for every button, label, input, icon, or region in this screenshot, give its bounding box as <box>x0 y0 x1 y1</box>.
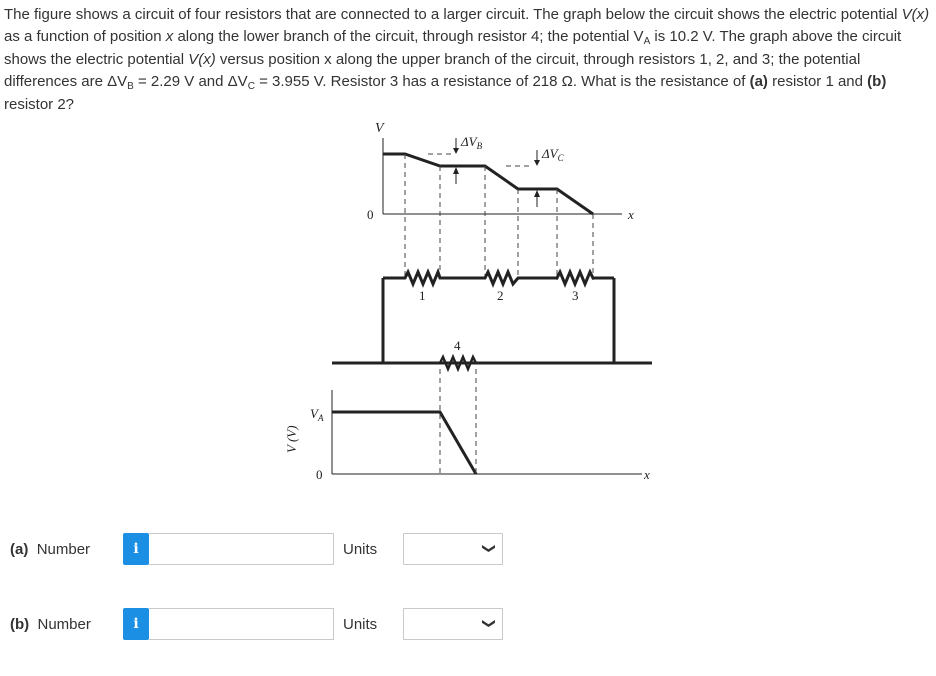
answer-b-number-input[interactable] <box>149 608 334 640</box>
answer-b-units-select[interactable] <box>403 608 503 640</box>
resistor-1-label: 1 <box>419 288 426 303</box>
answer-row-a <box>0 533 936 567</box>
resistor-3-label: 3 <box>572 288 579 303</box>
delta-vb-label: $\Delta V_B$ <box>461 134 483 151</box>
delta-vc-arrowhead-up <box>534 190 540 197</box>
upper-zero-label: 0 <box>367 207 374 222</box>
upper-potential-graph <box>367 121 634 280</box>
answer-b-units-label: Units <box>343 616 378 633</box>
upper-branch-wire <box>383 272 614 284</box>
circuit <box>332 272 652 369</box>
lower-potential-curve <box>332 412 476 474</box>
answer-row-b <box>0 608 936 642</box>
delta-vb-arrowhead-down <box>453 148 459 154</box>
info-icon[interactable]: i <box>123 533 149 565</box>
chevron-down-icon: ❯ <box>481 618 497 629</box>
answer-a-units-label: Units <box>343 541 378 558</box>
chevron-down-icon: ❯ <box>481 543 497 554</box>
lower-y-axis-label: V (V) <box>284 425 299 453</box>
answer-b-label: (b) Number <box>10 616 91 633</box>
lower-x-axis-label: x <box>644 467 650 482</box>
delta-vb-arrowhead-up <box>453 167 459 174</box>
answer-a-number-input[interactable] <box>149 533 334 565</box>
lower-zero-label: 0 <box>316 467 323 482</box>
answer-a-units-select[interactable] <box>403 533 503 565</box>
resistor-4-label: 4 <box>454 338 461 353</box>
lower-potential-graph <box>284 369 650 482</box>
problem-statement: The figure shows a circuit of four resistors that are connected to a larger circuit. The graph below the circuit shows the electric potential V(x) as a function of position x along the lower branch of the circuit, through resistor 4; the potential $V_A$ is 10.2 V. The graph above the circuit shows the electric potential V(x) versus position x along the upper branch of the circuit, through resistors 1, 2, and 3; the potential differences are $\Delta V_B = 2.29$ V and $\Delta V_C = 3.955$ V. Resistor 3 has a resistance of 218 Ω. What is the resistance of (a) resistor 1 and (b) resistor 2? <box>4 6 930 113</box>
upper-potential-curve <box>383 154 593 214</box>
delta-vc-arrowhead-down <box>534 160 540 166</box>
delta-vc-label: $\Delta V_C$ <box>542 146 564 163</box>
upper-y-axis-label: V <box>375 121 384 136</box>
upper-x-axis-label: x <box>628 207 634 222</box>
answer-a-label: (a) Number <box>10 541 91 558</box>
va-label: $V_A$ <box>310 406 324 423</box>
info-icon[interactable]: i <box>123 608 149 640</box>
resistor-2-label: 2 <box>497 288 504 303</box>
